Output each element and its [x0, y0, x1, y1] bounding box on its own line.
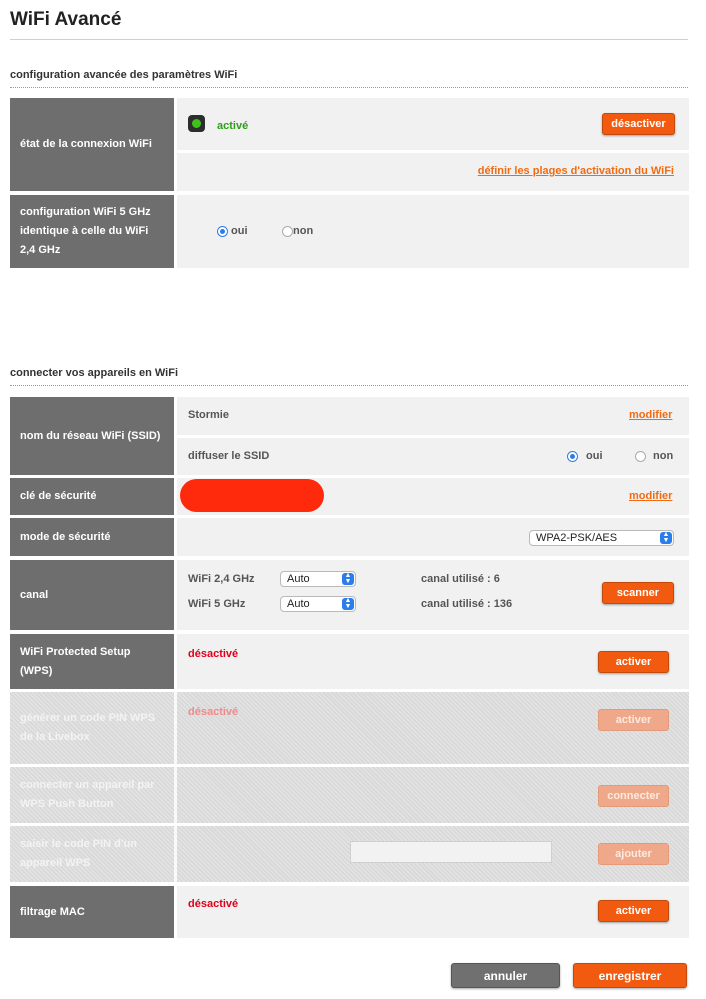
channel5-used: canal utilisé : 136: [421, 598, 513, 610]
ssid-panel: [177, 397, 689, 435]
cancel-button[interactable]: annuler: [451, 963, 560, 988]
connect-section-title: connecter vos appareils en WiFi: [10, 367, 179, 379]
connection-state-label: état de la connexion WiFi: [10, 98, 174, 191]
pin-add-button[interactable]: ajouter: [598, 843, 669, 865]
select-arrows-icon: ▲ ▼: [342, 598, 354, 610]
modify-ssid-link[interactable]: modifier: [629, 409, 673, 421]
channel5-select[interactable]: [280, 596, 356, 612]
security-key-label: clé de sécurité: [10, 478, 174, 515]
security-mode-label: mode de sécurité: [10, 518, 174, 556]
pin-generate-row: [10, 692, 689, 764]
channel24-select[interactable]: [280, 571, 356, 587]
pin-enter-label: saisir le code PIN d'un appareil WPS: [20, 838, 137, 869]
wps-activate-button[interactable]: activer: [598, 651, 669, 673]
security-mode-select[interactable]: [529, 530, 674, 546]
pin-generate-status: désactivé: [188, 706, 239, 718]
security-mode-value: WPA2-PSK/AES: [536, 532, 618, 544]
broadcast-no-label: non: [653, 450, 674, 462]
identical-no-radio[interactable]: [282, 226, 293, 237]
channel24-value: Auto: [287, 573, 310, 585]
broadcast-ssid-label: diffuser le SSID: [188, 450, 270, 462]
channel-label: canal: [10, 560, 174, 630]
identical-yes-radio[interactable]: [217, 226, 228, 237]
row-separator: [174, 767, 177, 823]
schedule-link[interactable]: définir les plages d'activation du WiFi: [477, 165, 674, 177]
deactivate-wifi-button[interactable]: désactiver: [602, 113, 675, 135]
select-arrows-icon: ▲ ▼: [342, 573, 354, 585]
identical-yes-label: oui: [231, 225, 248, 237]
identical-config-panel: [177, 195, 689, 268]
ssid-label: nom du réseau WiFi (SSID): [10, 397, 174, 475]
broadcast-no-radio[interactable]: [635, 451, 646, 462]
broadcast-yes-radio[interactable]: [567, 451, 578, 462]
broadcast-yes-label: oui: [586, 450, 603, 462]
scan-button[interactable]: scanner: [602, 582, 674, 604]
page-title: WiFi Avancé: [10, 9, 122, 30]
channel5-value: Auto: [287, 598, 310, 610]
connection-status: activé: [217, 120, 249, 132]
advanced-section-title: configuration avancée des paramètres WiFi: [10, 69, 238, 81]
status-light-icon: [188, 115, 205, 132]
mac-filter-label: filtrage MAC: [10, 886, 174, 938]
modify-key-link[interactable]: modifier: [629, 490, 673, 502]
select-arrows-icon: ▲ ▼: [660, 532, 672, 544]
mac-activate-button[interactable]: activer: [598, 900, 669, 922]
row-separator: [174, 826, 177, 882]
ssid-value: Stormie: [188, 409, 229, 421]
title-divider: [10, 39, 688, 40]
identical-no-label: non: [293, 225, 314, 237]
wps-label: WiFi Protected Setup (WPS): [10, 634, 174, 689]
pin-activate-button[interactable]: activer: [598, 709, 669, 731]
channel24-used: canal utilisé : 6: [421, 573, 500, 585]
row-separator: [174, 692, 177, 764]
pin-input[interactable]: [350, 841, 552, 863]
redacted-key: [180, 479, 324, 512]
push-button-row: [10, 767, 689, 823]
section-divider: [10, 385, 688, 386]
save-button[interactable]: enregistrer: [573, 963, 687, 988]
identical-config-label: configuration WiFi 5 GHz identique à celle du WiFi 2,4 GHz: [10, 195, 174, 268]
pin-generate-label: générer un code PIN WPS de la Livebox: [20, 712, 156, 743]
wifi24-label: WiFi 2,4 GHz: [188, 573, 255, 585]
push-button-label: connecter un appareil par WPS Push Button: [20, 779, 155, 810]
mac-filter-status: désactivé: [188, 898, 239, 910]
push-connect-button[interactable]: connecter: [598, 785, 669, 807]
wps-status: désactivé: [188, 648, 239, 660]
section-divider: [10, 87, 688, 88]
wifi5-label: WiFi 5 GHz: [188, 598, 246, 610]
